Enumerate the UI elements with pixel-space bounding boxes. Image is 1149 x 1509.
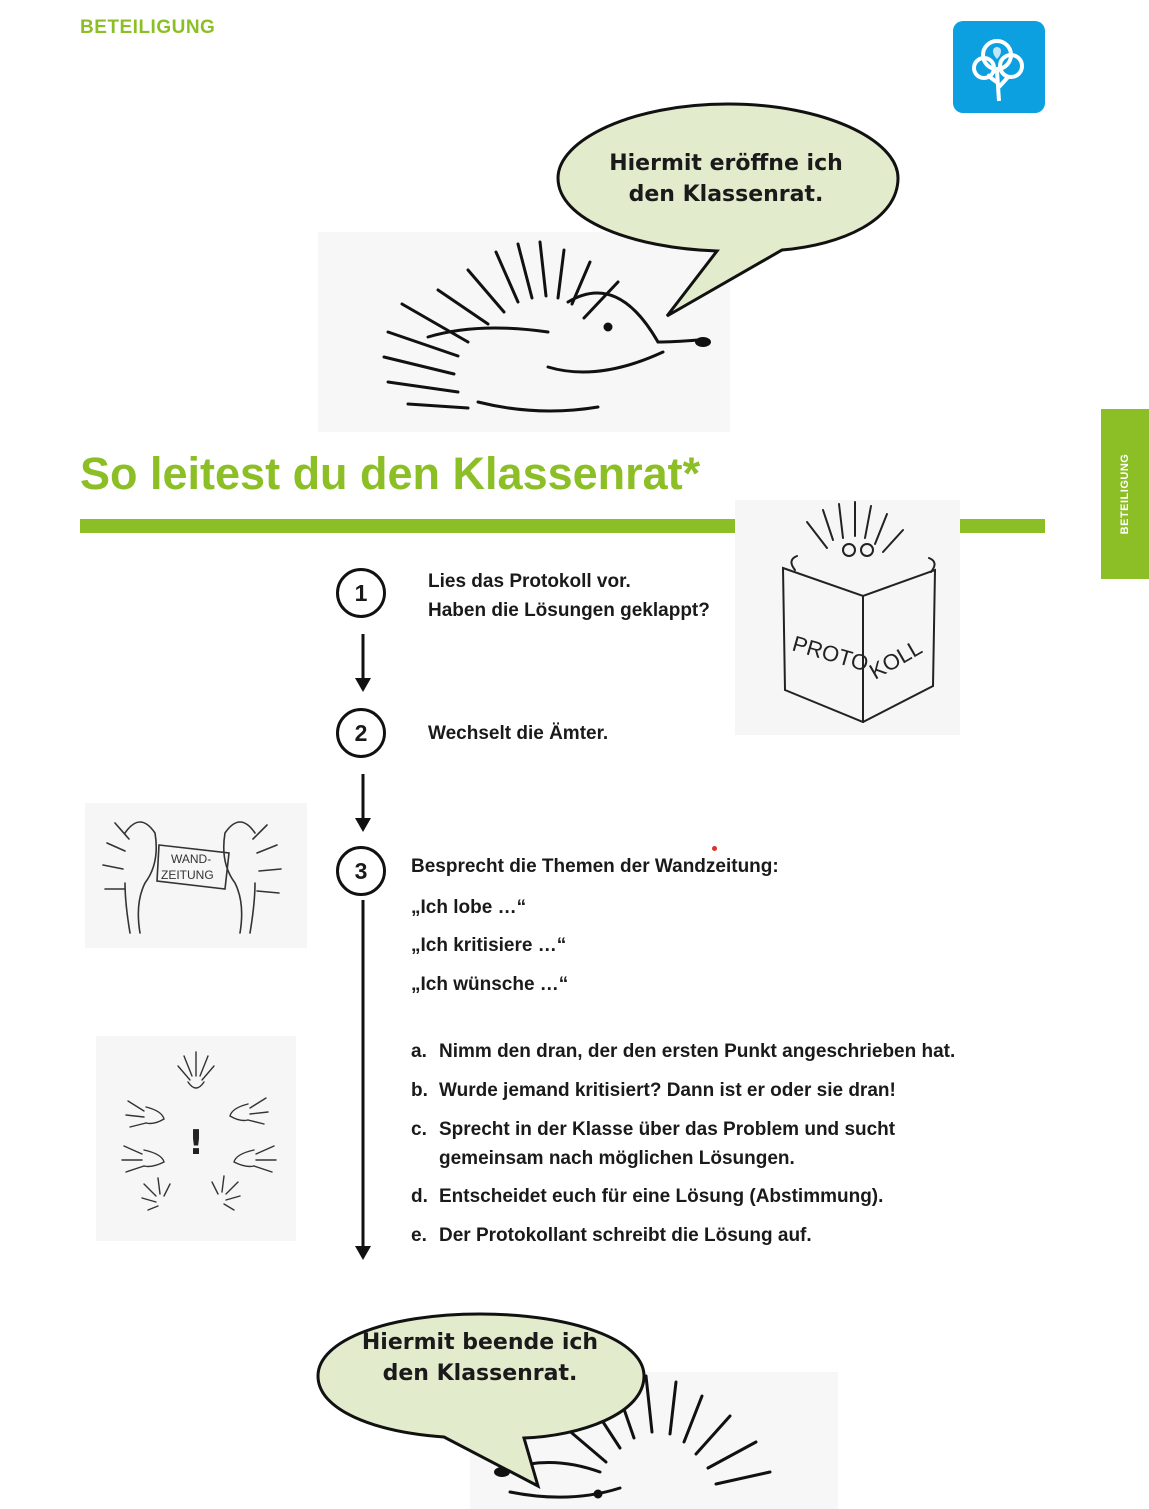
sub-step-a [411,1037,1039,1066]
sub-steps-list [411,1037,1039,1250]
sub-step-e [411,1221,1039,1250]
speech-bottom-line1: Hiermit beende ich [361,1330,599,1355]
sub-step-text: Nimm den dran, der den ersten Punkt angeschrieben hat. [439,1041,956,1062]
step-2-text: Wechselt die Ämter. [428,723,609,744]
sub-step-d [411,1182,1039,1211]
step-2-circle: 2 [336,708,386,758]
sub-step-text: Der Protokollant schreibt die Lösung auf. [439,1225,812,1246]
sub-step-letter: c. [411,1119,427,1140]
wall-newspaper-sketch [85,803,307,948]
page-title: So leitest du den Klassenrat* [80,448,701,499]
discussion-circle-sketch [96,1036,296,1241]
step-1-text [428,567,710,625]
exclamation-mark: ! [188,1123,204,1163]
sub-step-b [411,1076,1039,1105]
speech-bottom-line2: den Klassenrat. [382,1361,578,1386]
protocol-book-sketch [735,500,960,735]
quote-criticize: „Ich kritisiere …“ [411,935,567,956]
sub-step-text: Sprecht in der Klasse über das Problem und sucht gemeinsam nach möglichen Lösungen. [439,1119,896,1169]
speech-bubble-top [552,100,904,322]
speech-top-text [576,148,876,210]
step-1-line1: Lies das Protokoll vor. [428,571,631,592]
red-dot-marker [712,846,717,851]
wall-newspaper-text-1: WAND- [171,852,212,866]
sub-step-text: Wurde jemand kritisiert? Dann ist er oder sie dran! [439,1080,896,1101]
protocol-text-2: KOLL [865,634,927,685]
arrow-3-end [353,900,373,1264]
side-tab-label: BETEILIGUNG [1119,453,1131,535]
sub-step-letter: a. [411,1041,427,1062]
section-label: BETEILIGUNG [80,17,216,38]
protocol-text-1: PROTO [789,630,872,677]
step-1-circle: 1 [336,568,386,618]
step-1-line2: Haben die Lösungen geklappt? [428,600,710,621]
arrow-2-3 [353,774,373,834]
arrow-1-2 [353,634,373,694]
sub-step-letter: d. [411,1186,428,1207]
sub-step-c [411,1115,1039,1173]
quote-praise: „Ich lobe …“ [411,897,527,918]
quote-wish: „Ich wünsche …“ [411,974,569,995]
step-3-circle: 3 [336,846,386,896]
step-3-text: Besprecht die Themen der Wandzeitung: [411,856,779,877]
sub-step-text: Entscheidet euch für eine Lösung (Abstimmung). [439,1186,884,1207]
speech-top-line2: den Klassenrat. [628,182,824,207]
sub-step-letter: e. [411,1225,427,1246]
speech-top-line1: Hiermit eröffne ich [609,151,843,176]
wall-newspaper-text-2: ZEITUNG [161,868,214,882]
side-tab[interactable] [1101,409,1149,579]
tree-logo-icon [953,21,1045,113]
speech-bottom-text [330,1327,630,1389]
sub-step-letter: b. [411,1080,428,1101]
